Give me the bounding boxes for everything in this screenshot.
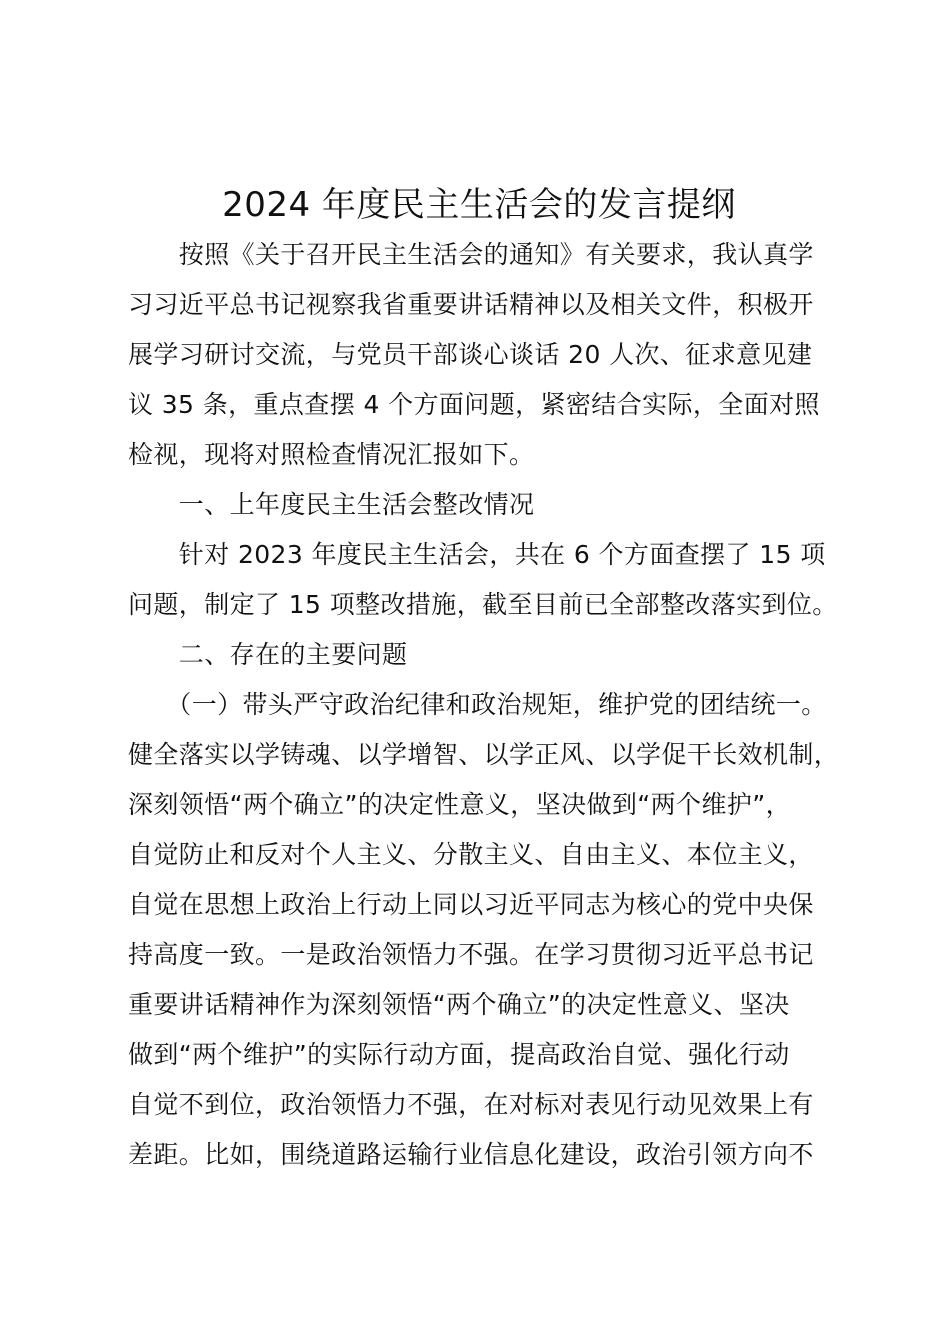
paragraph-line: 习习近平总书记视察我省重要讲话精神以及相关文件，积极开: [128, 290, 814, 319]
paragraph-line: 问题，制定了 15 项整改措施，截至目前已全部整改落实到位。: [128, 590, 838, 619]
paragraph-line: 展学习研讨交流，与党员干部谈心谈话 20 人次、征求意见建: [128, 340, 813, 369]
paragraph-line: 自觉在思想上政治上行动上同以习近平同志为核心的党中央保: [128, 890, 814, 919]
paragraph-line: 健全落实以学铸魂、以学增智、以学正风、以学促干长效机制，: [128, 740, 840, 769]
paragraph-line: 检视，现将对照检查情况汇报如下。: [128, 440, 535, 469]
paragraph-line: 按照《关于召开民主生活会的通知》有关要求，我认真学: [128, 240, 814, 269]
paragraph-line: 重要讲话精神作为深刻领悟“两个确立”的决定性意义、坚决: [128, 990, 790, 1019]
paragraph-line: 做到“两个维护”的实际行动方面，提高政治自觉、强化行动: [128, 1040, 790, 1069]
paragraph-line: 深刻领悟“两个确立”的决定性意义，坚决做到“两个维护”，: [128, 790, 792, 819]
document-title: 2024 年度民主生活会的发言提纲: [222, 185, 736, 225]
paragraph-line: 持高度一致。一是政治领悟力不强。在学习贯彻习近平总书记: [128, 940, 814, 969]
section-heading: 一、上年度民主生活会整改情况: [128, 490, 535, 519]
paragraph-line: 针对 2023 年度民主生活会，共在 6 个方面查摆了 15 项: [128, 540, 826, 569]
subsection-heading: （一）带头严守政治纪律和政治规矩，维护党的团结统一。: [128, 690, 827, 719]
section-heading: 二、存在的主要问题: [128, 640, 408, 669]
paragraph-line: 自觉防止和反对个人主义、分散主义、自由主义、本位主义，: [128, 840, 814, 869]
paragraph-line: 自觉不到位，政治领悟力不强，在对标对表见行动见效果上有: [128, 1090, 814, 1119]
paragraph-line: 差距。比如，围绕道路运输行业信息化建设，政治引领方向不: [128, 1140, 814, 1169]
paragraph-line: 议 35 条，重点查摆 4 个方面问题，紧密结合实际，全面对照: [128, 390, 820, 419]
